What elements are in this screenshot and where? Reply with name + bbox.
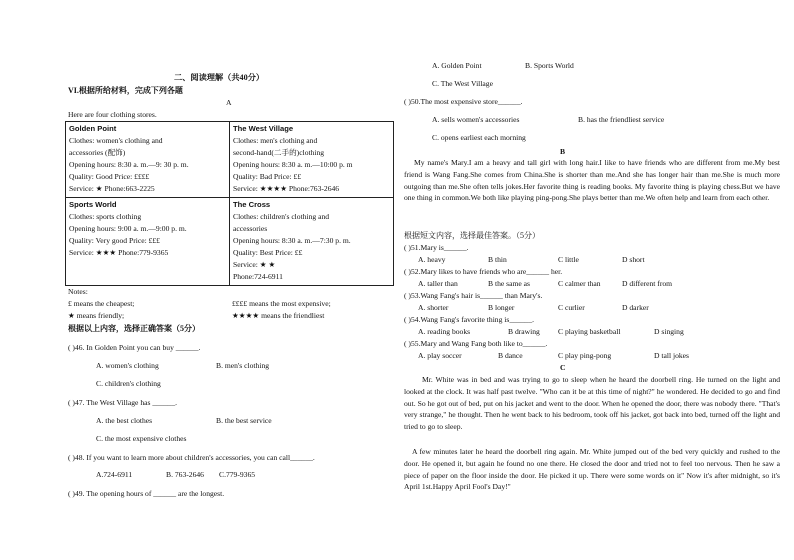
question-51: ( )51.Mary is______. [404,243,469,252]
option: C. children's clothing [96,379,161,388]
option: B. has the friendliest service [578,115,665,124]
store-line: Clothes: children's clothing and [233,212,330,221]
passage-c-paragraph-1: Mr. White was in bed and was trying to go to sleep when he heard the doorbell ring. He turned on the light and looked at the clock. It was half past twelve. "Who can it be at this time of night?" he wondered. He decided to go and find out. So he got out of bed, put on his jacket and went to the door. When he opened the door, there was nobody there. "That's very strange," he thought. Then he went back to his bedroom, took off his jacket, got back into bed, turned off the light and tried to go to sleep. [404,375,780,432]
store-line: Clothes: sports clothing [69,212,142,221]
option: D different from [622,279,673,288]
option: C calmer than [558,279,601,288]
passage-c-paragraph-2: A few minutes later he heard the doorbell ring again. Mr. White jumped out of the bed very quickly and rushed to the door. He opened it, but again he found no one there. He closed the door and tried not to feel too nervous. Then he saw a piece of paper on the floor inside the door. He picked it up. There were some words on it" Now it's after midnight, so it's April 1st.Happy April Fool's Day!" [404,447,780,492]
option: B the same as [488,279,530,288]
passage-a-label: A [226,98,232,107]
store-line: Opening hours: 8:30 a. m.—10:00 p. m [233,160,353,169]
option: B dance [498,351,523,360]
question-47: ( )47. The West Village has ______. [68,398,178,407]
notes-title: Notes: [68,287,88,296]
note-cheapest: £ means the cheapest; [68,299,135,308]
passage-c-label: C [560,363,566,372]
store-name: Sports World [69,200,117,209]
store-line: Quality: Bad Price: ££ [233,172,302,181]
store-name: Golden Point [69,124,117,133]
option: A. heavy [418,255,446,264]
question-50: ( )50.The most expensive store______. [404,97,523,106]
option: C play ping-pong [558,351,612,360]
store-line: Quality: Best Price: ££ [233,248,303,257]
store-line: Service: ★★★★ Phone:763-2646 [233,184,340,193]
option: C. opens earliest each morning [432,133,526,142]
store-line: Phone:724-6911 [233,272,283,281]
store-cell-golden-point [66,122,230,198]
option: C playing basketball [558,327,621,336]
option: C curlier [558,303,585,312]
passage-a-intro: Here are four clothing stores. [68,110,157,119]
question-49: ( )49. The opening hours of ______ are the longest. [68,489,225,498]
option: A. shorter [418,303,449,312]
store-line: Opening hours: 8:30 a. m.—7:30 p. m. [233,236,351,245]
option: A. taller than [418,279,458,288]
option: A. sells women's accessories [432,115,520,124]
store-line: Quality: Very good Price: £££ [69,236,160,245]
question-52: ( )52.Mary likes to have friends who are______ her. [404,267,563,276]
option: A. reading books [418,327,471,336]
option: B longer [488,303,515,312]
store-line: Service: ★★★ Phone:779-9365 [69,248,169,257]
note-friendliest: ★★★★ means the friendliest [232,311,325,320]
note-friendly: ★ means friendly; [68,311,125,320]
store-line: Clothes: women's clothing and [69,136,163,145]
store-cell-west-village [230,122,394,198]
store-line: Service: ★ ★ [233,260,276,269]
store-cell-sports-world [66,198,230,286]
store-line: Quality: Good Price: ££££ [69,172,150,181]
option: A. the best clothes [96,416,153,425]
store-cell-the-cross [230,198,394,286]
option: B. the best service [216,416,272,425]
option: B. 763-2646 [166,470,204,479]
section-title: 二、阅读理解（共40分） [174,73,265,82]
passage-a-instruction: 根据以上内容，选择正确答案（5分） [68,324,200,333]
section-subtitle: VI.根据所给材料，完成下列各题 [68,86,183,95]
option: D singing [654,327,684,336]
option: D tall jokes [654,351,690,360]
store-name: The West Village [233,124,294,133]
option: A. play soccer [418,351,462,360]
question-55: ( )55.Mary and Wang Fang both like to______. [404,339,548,348]
option: B. men's clothing [216,361,270,370]
store-line: Opening hours: 8:30 a. m.—9: 30 p. m. [69,160,189,169]
option: D short [622,255,645,264]
store-line: accessories (配饰) [69,148,126,157]
option: C. the most expensive clothes [96,434,187,443]
store-line: accessories [233,224,268,233]
question-46: ( )46. In Golden Point you can buy ______. [68,343,201,352]
option: C.779-9365 [219,470,256,479]
store-line: Opening hours: 9:00 a. m.—9:00 p. m. [69,224,187,233]
store-line: Service: ★ Phone:663-2225 [69,184,155,193]
note-most-expensive: ££££ means the most expensive; [232,299,331,308]
option: A.724-6911 [96,470,133,479]
option: D darker [622,303,649,312]
option: A. Golden Point [432,61,482,70]
option: C little [558,255,579,264]
option: A. women's clothing [96,361,159,370]
store-name: The Cross [233,200,271,209]
passage-b-instruction: 根据短文内容，选择最佳答案。（5分） [404,231,540,240]
store-line: second-hand(二手的)clothing [233,148,325,157]
option: B drawing [508,327,540,336]
question-53: ( )53.Wang Fang's hair is______ than Mary's. [404,291,543,300]
question-48: ( )48. If you want to learn more about children's accessories, you can call______. [68,453,315,462]
passage-b-text: My name's Mary.I am a heavy and tall girl with long hair.I like to have friends who are different from me.My best friend is Wang Fang.She comes from China.She is shorter than me.And she has longer hair than me.She is much more outgoing than me.She often tells jokes.Her favorite thing is reading books. My favorite thing is playing chess.But we have one thing in common.We both like playing ping-pong.She plays better than me.We often help and learn from each other. [404,158,780,203]
option: C. The West Village [432,79,493,88]
option: B. Sports World [525,61,574,70]
option: B thin [488,255,507,264]
passage-b-label: B [560,147,566,156]
store-line: Clothes: men's clothing and [233,136,318,145]
question-54: ( )54.Wang Fang's favorite thing is______. [404,315,535,324]
store-table [65,121,394,286]
